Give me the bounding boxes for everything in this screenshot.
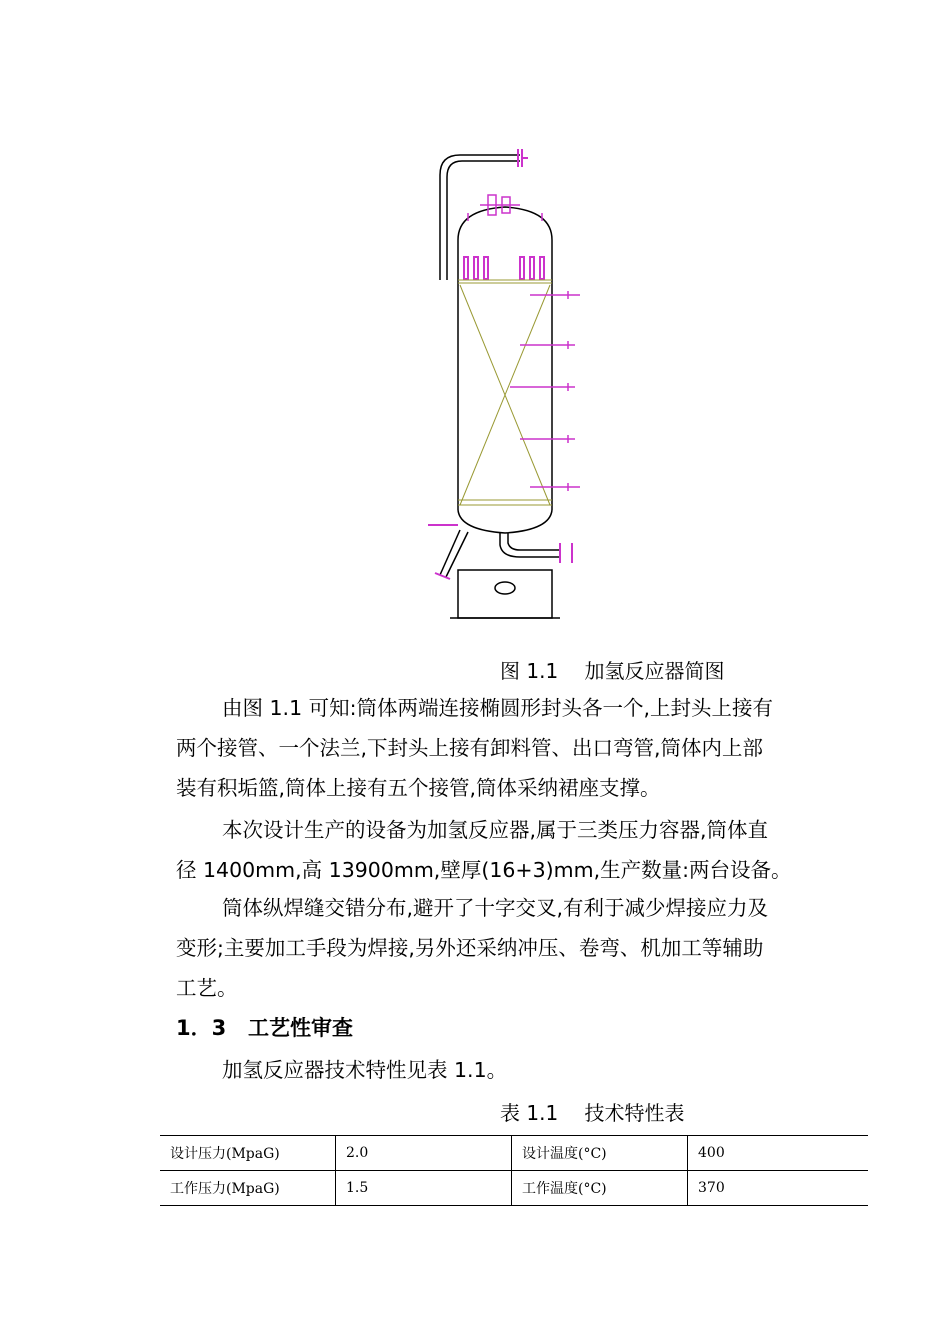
section-title: 工艺性审查 bbox=[248, 1016, 353, 1040]
table-cell: 设计温度(°C) bbox=[512, 1136, 688, 1171]
table-cell: 400 bbox=[688, 1136, 869, 1171]
skirt-support bbox=[450, 570, 560, 618]
table-cell: 1.5 bbox=[336, 1171, 512, 1206]
section-number: 1．3 bbox=[176, 1016, 227, 1040]
paragraph-line: 变形;主要加工手段为焊接,另外还采纳冲压、卷弯、机加工等辅助 bbox=[176, 936, 764, 960]
top-outlet-pipe bbox=[440, 155, 520, 280]
paragraph-line: 筒体纵焊缝交错分布,避开了十字交叉,有利于减少焊接应力及 bbox=[222, 896, 769, 920]
table-cell: 工作温度(°C) bbox=[512, 1171, 688, 1206]
table-cell: 工作压力(MpaG) bbox=[160, 1171, 336, 1206]
intro-paragraph bbox=[176, 1050, 866, 1090]
top-pipe-flange bbox=[518, 149, 528, 167]
intro-line: 加氢反应器技术特性见表 1.1。 bbox=[222, 1058, 508, 1082]
vessel-shell bbox=[458, 207, 552, 533]
table-row bbox=[160, 1136, 868, 1171]
table-cell: 设计压力(MpaG) bbox=[160, 1136, 336, 1171]
top-head-nozzles bbox=[468, 195, 542, 221]
spec-table bbox=[160, 1135, 868, 1206]
paragraph-line: 工艺。 bbox=[176, 976, 238, 1000]
side-nozzles bbox=[510, 291, 580, 491]
table-row bbox=[160, 1171, 868, 1206]
inner-flanges bbox=[464, 257, 544, 279]
paragraph-line: 径 1400mm,高 13900mm,壁厚(16+3)mm,生产数量:两台设备。 bbox=[176, 858, 792, 882]
table-caption: 表 1.1 技术特性表 bbox=[500, 1101, 685, 1125]
basket bbox=[458, 280, 552, 505]
table-cell: 370 bbox=[688, 1171, 869, 1206]
paragraph-line: 由图 1.1 可知:筒体两端连接椭圆形封头各一个,上封头上接有 bbox=[222, 696, 774, 720]
table-cell: 2.0 bbox=[336, 1136, 512, 1171]
paragraph-line: 装有积垢篮,筒体上接有五个接管,筒体采纳裙座支撑。 bbox=[176, 776, 661, 800]
paragraph-line: 本次设计生产的设备为加氢反应器,属于三类压力容器,筒体直 bbox=[222, 818, 769, 842]
paragraph-2 bbox=[176, 810, 866, 890]
section-heading bbox=[176, 1012, 353, 1042]
figure-caption: 图 1.1 加氢反应器简图 bbox=[500, 659, 725, 683]
paragraph-line: 两个接管、一个法兰,下封头上接有卸料管、出口弯管,筒体内上部 bbox=[176, 736, 764, 760]
reactor-diagram bbox=[420, 145, 590, 625]
paragraph-3 bbox=[176, 888, 866, 1008]
paragraph-1 bbox=[176, 688, 866, 808]
